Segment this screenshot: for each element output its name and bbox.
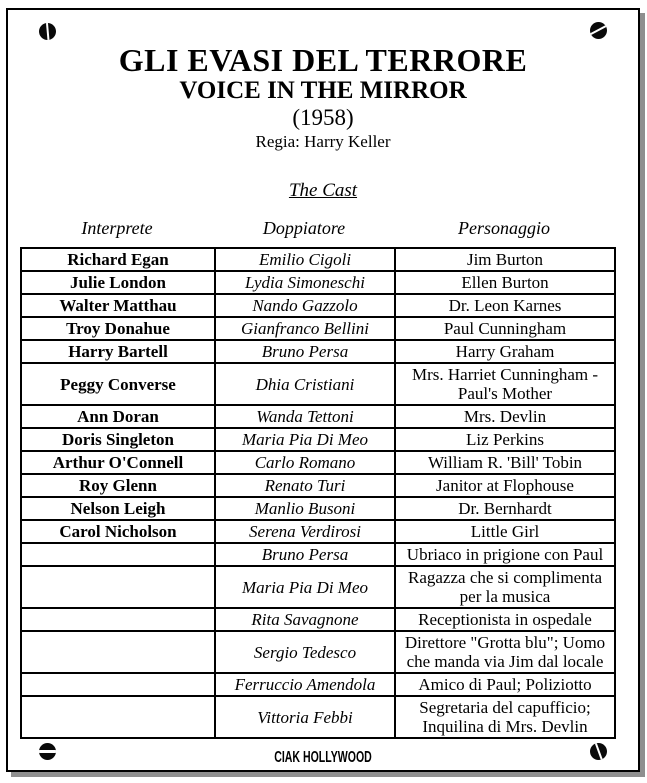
film-year: (1958)	[292, 105, 354, 130]
character-cell: Ubriaco in prigione con Paul	[395, 543, 615, 566]
dubber-cell: Maria Pia Di Meo	[215, 566, 395, 608]
dubber-cell: Emilio Cigoli	[215, 248, 395, 271]
screw-bottom-right-icon	[590, 743, 607, 760]
screw-top-right-icon	[590, 22, 607, 39]
actor-cell: Walter Matthau	[21, 294, 215, 317]
film-title-italian: GLI EVASI DEL TERRORE	[118, 42, 528, 78]
cast-row	[21, 566, 615, 608]
dubber-cell: Serena Verdirosi	[215, 520, 395, 543]
character-cell: Direttore "Grotta blu"; Uomo che manda via Jim dal locale	[395, 631, 615, 673]
dubber-cell: Rita Savagnone	[215, 608, 395, 631]
dubber-cell: Sergio Tedesco	[215, 631, 395, 673]
character-cell: Receptionista in ospedale	[395, 608, 615, 631]
footer-logo: CIAK HOLLYWOOD	[274, 749, 372, 766]
dubber-cell: Lydia Simoneschi	[215, 271, 395, 294]
actor-cell: Arthur O'Connell	[21, 451, 215, 474]
cast-row	[21, 608, 615, 631]
cast-row	[21, 696, 615, 738]
character-cell: Little Girl	[395, 520, 615, 543]
screw-slot	[590, 25, 607, 37]
character-cell: Mrs. Harriet Cunningham - Paul's Mother	[395, 363, 615, 405]
cast-row	[21, 317, 615, 340]
actor-cell: Julie London	[21, 271, 215, 294]
screw-slot	[39, 750, 56, 752]
dubber-cell: Bruno Persa	[215, 340, 395, 363]
dubber-cell: Wanda Tettoni	[215, 405, 395, 428]
dubber-cell: Gianfranco Bellini	[215, 317, 395, 340]
dubber-cell: Nando Gazzolo	[215, 294, 395, 317]
actor-cell: Roy Glenn	[21, 474, 215, 497]
dubber-cell: Vittoria Febbi	[215, 696, 395, 738]
character-cell: Paul Cunningham	[395, 317, 615, 340]
dubber-cell: Bruno Persa	[215, 543, 395, 566]
screw-top-left-icon	[39, 23, 56, 40]
dubber-cell: Renato Turi	[215, 474, 395, 497]
film-director: Regia: Harry Keller	[255, 132, 391, 151]
actor-cell: Richard Egan	[21, 248, 215, 271]
cast-row	[21, 631, 615, 673]
film-title-original: VOICE IN THE MIRROR	[179, 77, 467, 104]
actor-cell	[21, 696, 215, 738]
cast-row	[21, 363, 615, 405]
column-header-personaggio: Personaggio	[458, 218, 550, 238]
cast-row	[21, 294, 615, 317]
screw-slot	[594, 743, 603, 760]
screw-bottom-left-icon	[39, 743, 56, 760]
cast-section-heading: The Cast	[288, 180, 358, 201]
character-cell: Dr. Leon Karnes	[395, 294, 615, 317]
screw-slot	[45, 23, 49, 40]
dubber-cell: Manlio Busoni	[215, 497, 395, 520]
actor-cell	[21, 566, 215, 608]
character-cell: Mrs. Devlin	[395, 405, 615, 428]
cast-row	[21, 428, 615, 451]
actor-cell: Troy Donahue	[21, 317, 215, 340]
actor-cell: Carol Nicholson	[21, 520, 215, 543]
column-header-doppiatore: Doppiatore	[262, 218, 346, 238]
character-cell: Harry Graham	[395, 340, 615, 363]
actor-cell	[21, 543, 215, 566]
character-cell: Segretaria del capufficio; Inquilina di Mrs. Devlin	[395, 696, 615, 738]
actor-cell	[21, 608, 215, 631]
dubber-cell: Dhia Cristiani	[215, 363, 395, 405]
plaque-frame	[6, 8, 640, 772]
actor-cell: Doris Singleton	[21, 428, 215, 451]
character-cell: Jim Burton	[395, 248, 615, 271]
cast-row	[21, 497, 615, 520]
actor-cell: Harry Bartell	[21, 340, 215, 363]
cast-table-body	[21, 248, 615, 738]
dubber-cell: Carlo Romano	[215, 451, 395, 474]
cast-table	[20, 247, 616, 739]
dubber-cell: Ferruccio Amendola	[215, 673, 395, 696]
cast-column-headers	[20, 218, 614, 239]
cast-row	[21, 271, 615, 294]
cast-row	[21, 673, 615, 696]
column-header-interprete: Interprete	[81, 218, 153, 238]
actor-cell	[21, 631, 215, 673]
cast-row	[21, 405, 615, 428]
character-cell: Ragazza che si complimenta per la musica	[395, 566, 615, 608]
cast-row	[21, 520, 615, 543]
character-cell: Ellen Burton	[395, 271, 615, 294]
character-cell: Dr. Bernhardt	[395, 497, 615, 520]
character-cell: Amico di Paul; Poliziotto	[395, 673, 615, 696]
cast-row	[21, 451, 615, 474]
cast-row	[21, 248, 615, 271]
actor-cell: Nelson Leigh	[21, 497, 215, 520]
actor-cell: Peggy Converse	[21, 363, 215, 405]
dubber-cell: Maria Pia Di Meo	[215, 428, 395, 451]
character-cell: Liz Perkins	[395, 428, 615, 451]
character-cell: William R. 'Bill' Tobin	[395, 451, 615, 474]
cast-row	[21, 340, 615, 363]
actor-cell: Ann Doran	[21, 405, 215, 428]
actor-cell	[21, 673, 215, 696]
cast-row	[21, 474, 615, 497]
character-cell: Janitor at Flophouse	[395, 474, 615, 497]
cast-row	[21, 543, 615, 566]
